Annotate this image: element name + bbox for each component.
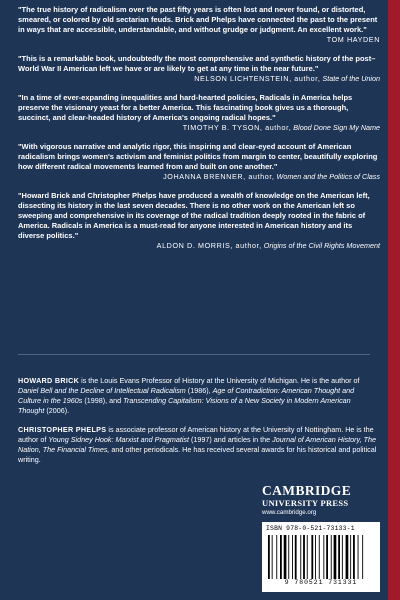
barcode-bar xyxy=(319,535,320,579)
endorsement xyxy=(18,93,380,133)
barcode-bar xyxy=(346,535,349,579)
barcode-bars xyxy=(266,535,376,579)
barcode-bar xyxy=(331,535,332,579)
barcode-bar xyxy=(268,535,270,579)
endorsement xyxy=(18,142,380,182)
publisher-logo xyxy=(262,484,380,517)
endorser-name: JOHANNA BRENNER, author, xyxy=(163,172,275,181)
bio-text: (1998), and xyxy=(82,396,124,405)
barcode-bar xyxy=(338,535,340,579)
author-name: CHRISTOPHER PHELPS xyxy=(18,425,107,434)
barcode-bar xyxy=(358,535,359,579)
barcode-bar xyxy=(334,535,337,579)
barcode-bar xyxy=(272,535,273,579)
publisher-name: CAMBRIDGE xyxy=(262,483,352,498)
endorsement xyxy=(18,54,380,84)
endorser-work: State of the Union xyxy=(322,74,380,83)
bio-book-title: Young Sidney Hook: Marxist and Pragmatist xyxy=(48,435,190,444)
endorsement-quote: "This is a remarkable book, undoubtedly the most comprehensive and synthetic history of the post–World War II American left we have or are likely to get at any time in the near future." xyxy=(18,54,376,73)
barcode-bar xyxy=(315,535,316,579)
barcode-bar xyxy=(303,535,305,579)
bio-text: (2006). xyxy=(44,406,70,415)
endorsement-attribution xyxy=(18,123,380,133)
author-bios xyxy=(18,376,378,474)
endorsement-attribution xyxy=(18,74,380,84)
bio-book-title: Transcending Capitalism: Visions of a New Society in Modern American Thought xyxy=(18,396,351,415)
author-name: HOWARD BRICK xyxy=(18,376,80,385)
endorsements xyxy=(18,5,380,260)
endorsement xyxy=(18,191,380,251)
endorsement-quote: "The true history of radicalism over the past fifty years is often lost and never found, or distorted, smeared, or colored by old sectarian feuds. Brick and Phelps have connected the past to the present in ways that are accessible, understandable, and without grudge or judgment. An excellent work." xyxy=(18,5,378,34)
bio-text: is the Louis Evans Professor of History at the University of Michigan. He is the author of xyxy=(79,376,360,385)
endorser-work: Blood Done Sign My Name xyxy=(293,123,380,132)
endorser-name: ALDON D. MORRIS, author, xyxy=(156,241,262,250)
endorser-name: NELSON LICHTENSTEIN, author, xyxy=(194,74,321,83)
barcode-bar xyxy=(307,535,308,579)
publisher-url: www.cambridge.org xyxy=(262,509,317,516)
isbn-barcode xyxy=(262,522,380,592)
author-bio xyxy=(18,376,378,416)
barcode-bar xyxy=(350,535,351,579)
barcode-bar xyxy=(292,535,293,579)
bio-text: is associate professor of American history at the University of Nottingham. He is the author of xyxy=(18,425,374,444)
endorsement-attribution xyxy=(18,172,380,182)
barcode-bar xyxy=(284,535,287,579)
bio-text: (1986), xyxy=(185,386,213,395)
barcode-bar xyxy=(326,535,328,579)
endorsement-quote: "Howard Brick and Christopher Phelps have produced a wealth of knowledge on the American left, dissecting its history in the last seven decades. There is no other work on the American left so sweeping and comprehensive in its coverage of the radical tradition deeply rooted in the fabric of America. Radicals in America is a must-read for anyone interested in American history and its diverse politics." xyxy=(18,191,370,240)
bio-text: and other periodicals. He has received several awards for his historical and political writing. xyxy=(18,445,377,464)
barcode-bar xyxy=(280,535,282,579)
bio-book-title: Daniel Bell and the Decline of Intellectual Radicalism xyxy=(18,386,186,395)
endorsement-quote: "With vigorous narrative and analytic rigor, this inspiring and clear-eyed account of American radicalism brings women's activism and feminist politics from margin to center, beautifully exploring how different radical movements learned from and built on one another." xyxy=(18,142,378,171)
barcode-bar xyxy=(353,535,355,579)
endorser-work: Origins of the Civil Rights Movement xyxy=(263,241,380,250)
barcode-bar xyxy=(300,535,301,579)
author-bio xyxy=(18,425,378,465)
isbn-label: ISBN 978-0-521-73133-1 xyxy=(266,525,355,532)
bio-journal-list: Journal of American History, The Nation, The Financial Times, xyxy=(18,435,376,454)
bio-book-title: Age of Contradiction: American Thought and Culture in the 1960s xyxy=(18,386,355,405)
barcode-digits: 9 780521 731331 xyxy=(284,579,358,586)
endorsement-attribution xyxy=(18,241,380,251)
barcode-bar xyxy=(288,535,289,579)
red-spine-stripe xyxy=(388,0,400,600)
endorser-name: TIMOTHY B. TYSON, author, xyxy=(182,123,292,132)
endorser-work: Women and the Politics of Class xyxy=(276,172,380,181)
barcode-bar xyxy=(311,535,313,579)
barcode-bar xyxy=(362,535,363,579)
barcode-bar xyxy=(323,535,324,579)
barcode-bar xyxy=(276,535,277,579)
section-divider xyxy=(18,354,370,355)
barcode-bar xyxy=(342,535,343,579)
endorsement xyxy=(18,5,380,45)
endorser-name: TOM HAYDEN xyxy=(326,35,380,44)
endorsement-attribution xyxy=(18,35,380,45)
bio-text: (1997) and articles in the xyxy=(189,435,273,444)
barcode-bar xyxy=(295,535,297,579)
endorsement-quote: "In a time of ever-expanding inequalities and hard-hearted policies, Radicals in America helps preserve the visionary yeast for a better America. This fascinating book gives us a thorough, succinct, and clear-headed history of America's ongoing radical hopes." xyxy=(18,93,353,122)
publisher-subtitle: UNIVERSITY PRESS xyxy=(262,498,349,508)
